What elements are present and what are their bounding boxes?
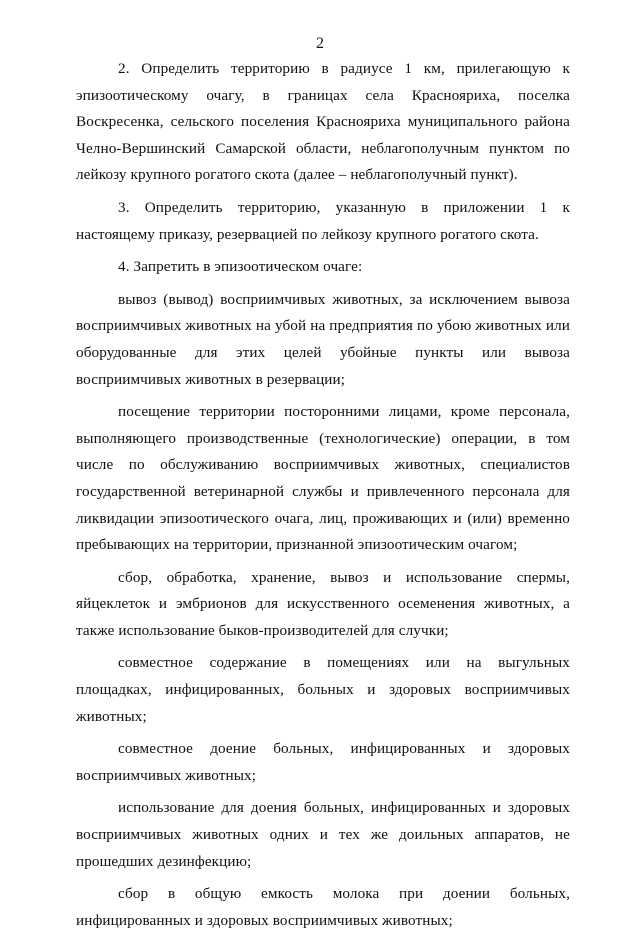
prohibition-item-joint-housing: совместное содержание в помещениях или на выгульных площадках, инфицированных, больных и здоровых восприимчивых животных; xyxy=(76,654,570,725)
prohibition-item-semen-embryos: сбор, обработка, хранение, вывоз и использование спермы, яйцеклеток и эмбрионов для искусственного осеменения животных, а также использование быков-производителей для случки; xyxy=(76,568,570,639)
prohibition-item-milking-machines: использование для доения больных, инфицированных и здоровых восприимчивых животных одних и тех же доильных аппаратов, не прошедших дезинфекцию; xyxy=(76,799,570,870)
prohibition-item-milk-collection: сбор в общую емкость молока при доении больных, инфицированных и здоровых восприимчивых животных; xyxy=(76,885,570,929)
page-number: 2 xyxy=(316,35,324,52)
paragraph-3-reservation: 3. Определить территорию, указанную в приложении 1 к настоящему приказу, резервацией по лейкозу крупного рогатого скота. xyxy=(76,198,570,243)
prohibition-item-export-animals: вывоз (вывод) восприимчивых животных, за исключением вывоза восприимчивых животных на убой на предприятия по убою животных или оборудованные для этих целей убойные пункты или вывоза восприимчивых животных в резервации; xyxy=(76,290,570,388)
document-body xyxy=(76,56,570,940)
prohibition-item-visits: посещение территории посторонними лицами, кроме персонала, выполняющего производственные (технологические) операции, в том числе по обслуживанию восприимчивых животных, специалистов государственной ветеринарной службы и привлеченного персонала для ликвидации эпизоотического очага, лиц, проживающих и (или) временно пребывающих на территории, признанной эпизоотическим очагом; xyxy=(76,403,570,554)
paragraph-4-prohibit-heading: 4. Запретить в эпизоотическом очаге: xyxy=(118,258,363,276)
prohibition-item-joint-milking: совместное доение больных, инфицированных и здоровых восприимчивых животных; xyxy=(76,740,570,784)
paragraph-2-define-territory: 2. Определить территорию в радиусе 1 км, прилегающую к эпизоотическому очагу, в границах села Краснояриха, поселка Воскресенка, сельского поселения Краснояриха муниципального района Челно-Вершинский Самарской области, неблагополучным пунктом по лейкозу крупного рогатого скота (далее – неблагополучный пункт). xyxy=(76,60,570,184)
